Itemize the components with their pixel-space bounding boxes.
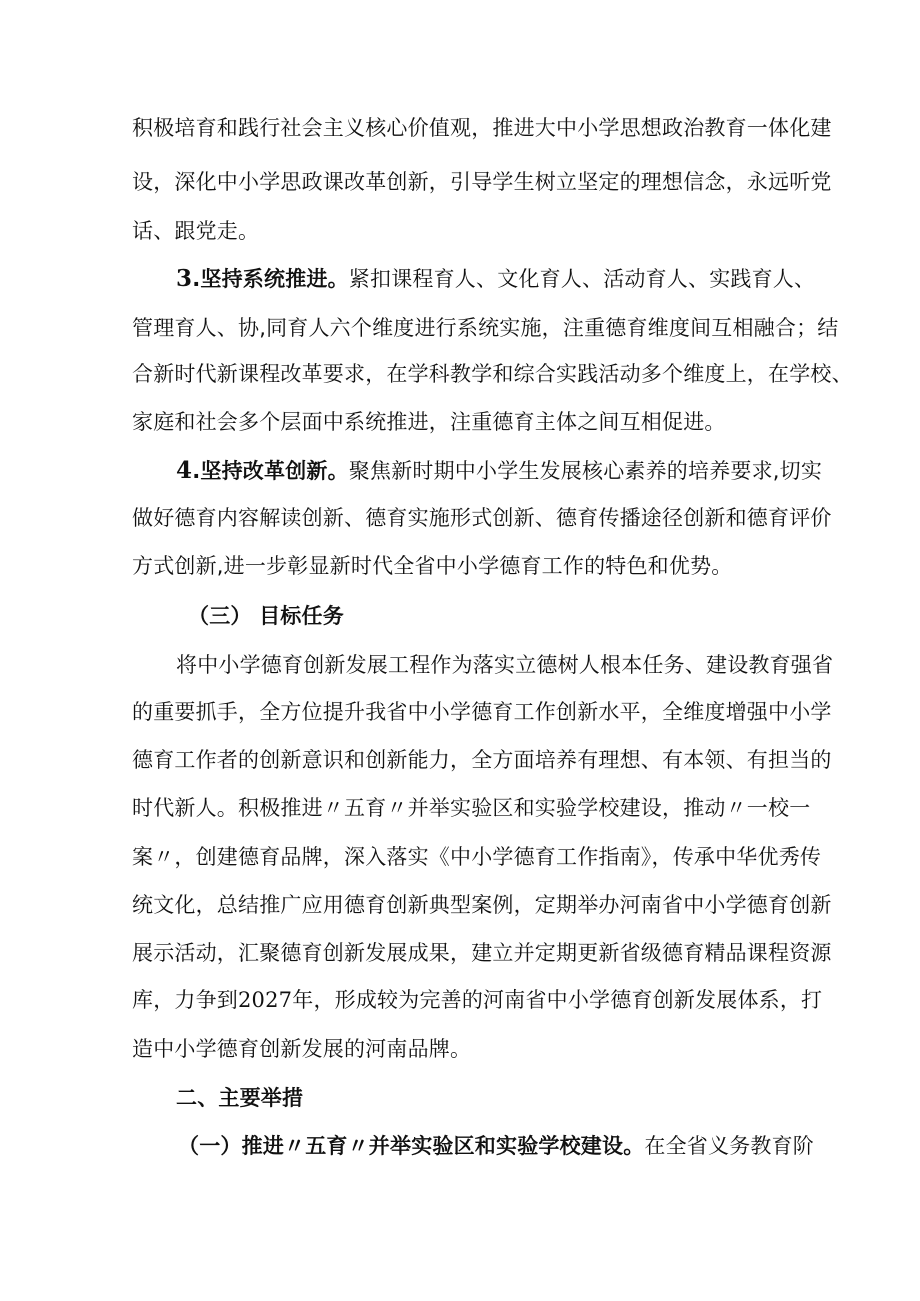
item-text: 紧扣课程育人、文化育人、活动育人、实践育人、 [348,267,816,291]
paragraph-line: 将中小学德育创新发展工程作为落实立德树人根本任务、建设教育强省 [176,653,834,677]
paragraph-line: 家庭和社会多个层面中系统推进，注重德育主体之间互相促进。 [132,410,726,434]
section-heading-2: 二、主要举措 [176,1086,304,1110]
paragraph-line-heading-1 [178,1131,814,1161]
paragraph-line: 德育工作者的创新意识和创新能力，全方面培养有理想、有本领、有担当的 [132,748,832,772]
item-title: .坚持改革创新。 [192,459,349,483]
text-segment: 库，力争到 [132,988,238,1012]
year-number: 2027 [238,988,293,1012]
paragraph-line: 管理育人、协,同育人六个维度进行系统实施，注重德育维度间互相融合；结 [132,316,839,340]
section-heading-3: （三） 目标任务 [188,604,344,628]
paragraph-line: 积极培育和践行社会主义核心价值观，推进大中小学思想政治教育一体化建 [132,116,832,140]
item-title: .坚持系统推进。 [192,267,349,291]
paragraph-line-heading-3 [176,264,815,294]
paragraph-line [132,985,822,1015]
item-text: 聚焦新时期中小学生发展核心素养的培养要求,切实 [348,459,823,483]
item-title: （一）推进〃五育〃并举实验区和实验学校建设。 [178,1134,645,1158]
paragraph-line: 案〃，创建德育品牌，深入落实《中小学德育工作指南》，传承中华优秀传 [132,845,822,869]
paragraph-line: 统文化，总结推广应用德育创新典型案例，定期举办河南省中小学德育创新 [132,893,832,917]
item-number: 4 [176,457,193,484]
item-text: 在全省义务教育阶 [644,1134,815,1158]
paragraph-line: 时代新人。积极推进〃五育〃并举实验区和实验学校建设，推动〃一校一 [132,796,811,820]
paragraph-line-heading-4 [176,456,822,486]
text-segment: 年，形成较为完善的河南省中小学德育创新发展体系，打 [292,988,823,1012]
paragraph-line: 展示活动，汇聚德育创新发展成果，建立并定期更新省级德育精品课程资源 [132,941,832,965]
item-number: 3 [176,265,193,292]
paragraph-line: 做好德育内容解读创新、德育实施形式创新、德育传播途径创新和德育评价 [132,506,832,530]
paragraph-line: 设，深化中小学思政课改革创新，引导学生树立坚定的理想信念，永远听党 [132,170,832,194]
paragraph-line: 话、跟党走。 [132,219,260,243]
paragraph-line: 合新时代新课程改革要求，在学科教学和综合实践活动多个维度上，在学校、 [132,362,853,386]
paragraph-line: 的重要抓手，全方位提升我省中小学德育工作创新水平，全维度增强中小学 [132,700,832,724]
paragraph-line: 造中小学德育创新发展的河南品牌。 [132,1037,472,1061]
paragraph-line: 方式创新,进一步彰显新时代全省中小学德育工作的特色和优势。 [132,554,733,578]
